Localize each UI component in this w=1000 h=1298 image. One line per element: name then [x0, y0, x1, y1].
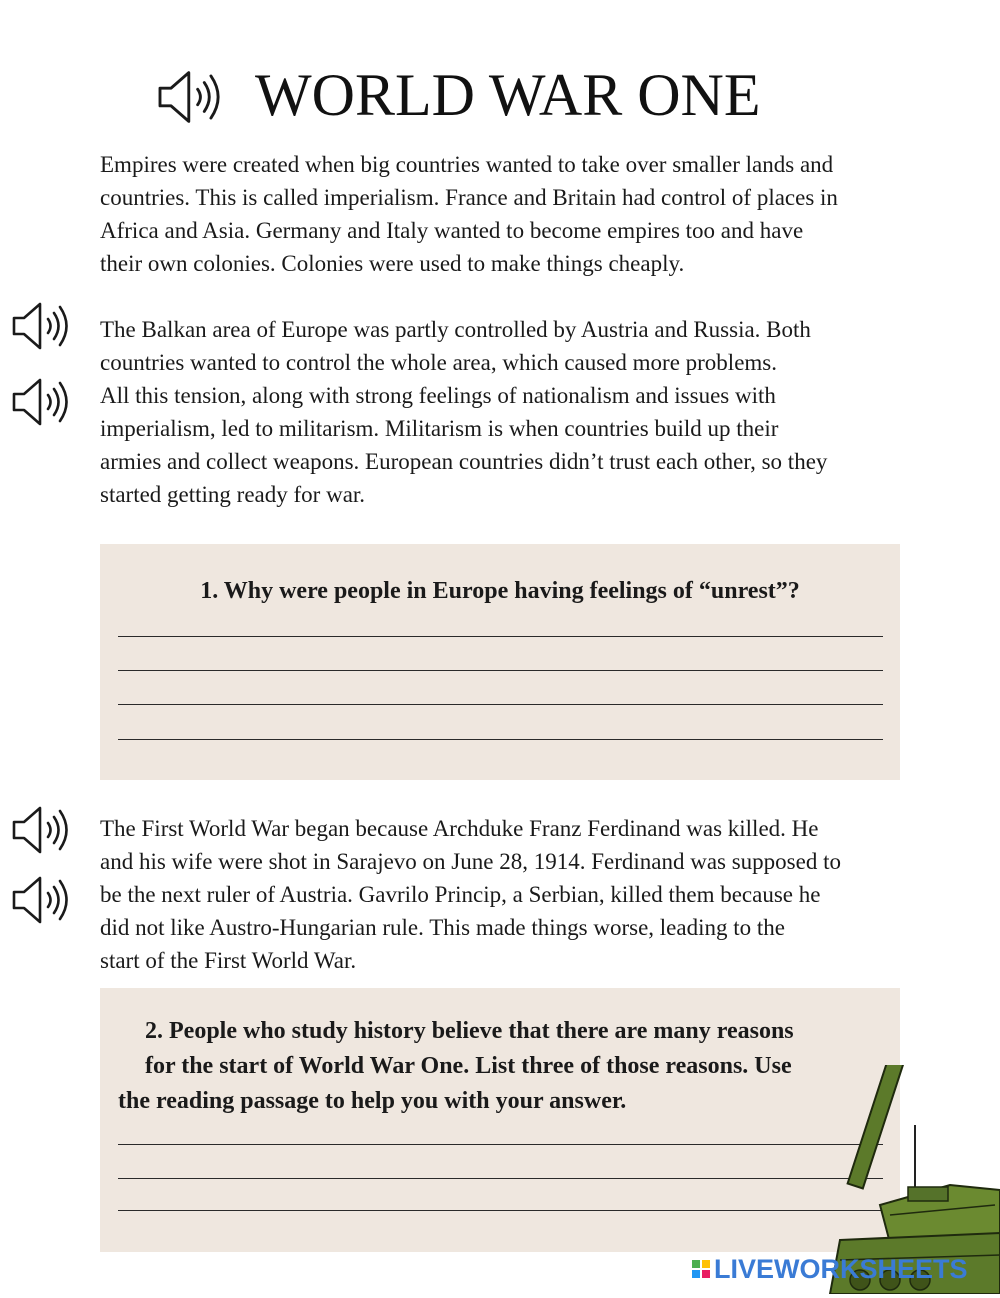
paragraph-franz-ferdinand: The First World War began because Archduke Franz Ferdinand was killed. He and his wife were shot in Sarajevo on June 28, 1914. Ferdinand was supposed to be the next ruler of Austria. Gavrilo Princip, a Serbian, killed them because he did not like Austro-Hungarian rule. This made things worse, leading to the start of the First World War. — [100, 816, 841, 973]
question-1-box — [100, 544, 900, 780]
question-1-text: 1. Why were people in Europe having feelings of “unrest”? — [200, 578, 800, 604]
page-title: WORLD WAR ONE — [255, 62, 761, 128]
liveworksheets-watermark — [692, 1256, 968, 1282]
answer-line[interactable] — [118, 636, 883, 637]
question-2-line-2: for the start of World War One. List three of those reasons. Use — [145, 1053, 792, 1079]
paragraph-3-speaker-icon[interactable] — [10, 802, 74, 858]
liveworksheets-logo — [692, 1260, 710, 1278]
paragraph-2-speaker-icon[interactable] — [10, 298, 74, 354]
question-2-line-3: the reading passage to help you with your answer. — [118, 1088, 627, 1114]
paragraph-3b-speaker-icon[interactable] — [10, 872, 74, 928]
question-2-line-1: 2. People who study history believe that there are many reasons — [145, 1018, 794, 1044]
question-2-box — [100, 988, 900, 1252]
title-speaker-icon[interactable] — [152, 66, 230, 128]
answer-line[interactable] — [118, 1144, 883, 1145]
answer-line[interactable] — [118, 1210, 883, 1211]
brand-text: LIVEWORKSHEETS — [714, 1254, 968, 1284]
paragraph-imperialism: Empires were created when big countries wanted to take over smaller lands and countries. This is called imperialism. France and Britain had control of places in Africa and Asia. Germany and Italy wanted to become empires too and have their own colonies. Colonies were used to make things cheaply. — [100, 152, 838, 276]
answer-line[interactable] — [118, 704, 883, 705]
paragraph-balkans: The Balkan area of Europe was partly controlled by Austria and Russia. Both countries wanted to control the whole area, which caused more problems. All this tension, along with strong feelings of nationalism and issues with imperialism, led to militarism. Militarism is when countries build up their armies and collect weapons. European countries didn’t trust each other, so they started getting ready for war. — [100, 317, 828, 507]
answer-line[interactable] — [118, 670, 883, 671]
answer-line[interactable] — [118, 739, 883, 740]
answer-line[interactable] — [118, 1178, 883, 1179]
paragraph-2b-speaker-icon[interactable] — [10, 374, 74, 430]
